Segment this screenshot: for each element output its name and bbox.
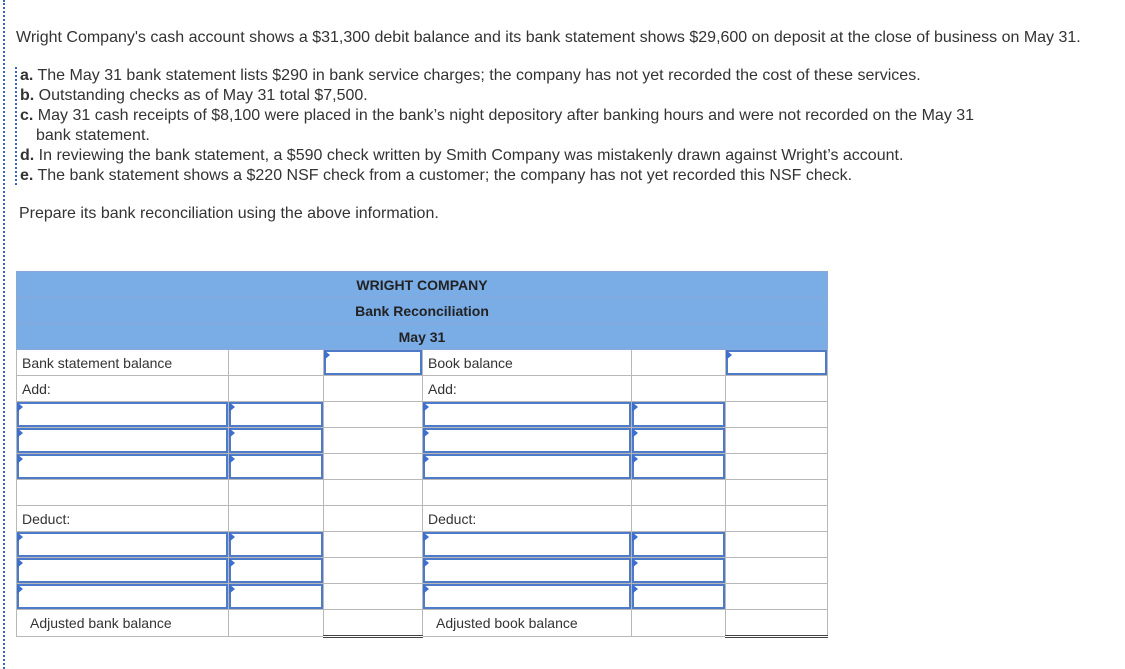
bank-deduct-amount-input[interactable]	[229, 532, 324, 558]
item-letter: d.	[20, 147, 35, 164]
empty-cell	[229, 480, 324, 506]
balance-row	[17, 350, 828, 376]
bank-add-label: Add:	[17, 376, 229, 402]
empty-cell	[229, 506, 324, 532]
bank-balance-amount-input[interactable]	[324, 350, 423, 376]
adjusted-bank-balance-label: Adjusted bank balance	[17, 610, 229, 637]
item-letter: e.	[20, 167, 34, 184]
book-deduct-amount-input[interactable]	[632, 532, 726, 558]
item-letter: c.	[20, 107, 34, 124]
problem-intro: Wright Company's cash account shows a $31,300 debit balance and its bank statement shows $29,600 on deposit at the close of business on May 31.	[16, 29, 1081, 46]
item-text: May 31 cash receipts of $8,100 were placed in the bank’s night depository after banking hours and were not recorded on the May 31	[33, 107, 975, 124]
problem-prompt: Prepare its bank reconciliation using the above information.	[19, 205, 439, 222]
empty-cell	[726, 402, 828, 428]
book-deduct-amount-input[interactable]	[632, 584, 726, 610]
bank-deduct-label: Deduct:	[17, 506, 229, 532]
bank-balance-label: Bank statement balance	[17, 350, 229, 376]
empty-cell	[324, 532, 423, 558]
problem-statement	[16, 28, 1096, 224]
book-deduct-amount-input[interactable]	[632, 558, 726, 584]
item-continuation: bank statement.	[36, 127, 150, 144]
empty-cell	[324, 480, 423, 506]
add-label-row	[17, 376, 828, 402]
book-deduct-description-input[interactable]	[423, 584, 632, 610]
adjusted-book-balance-total	[726, 610, 828, 637]
empty-cell	[726, 506, 828, 532]
empty-cell	[726, 428, 828, 454]
deduct-label-row	[17, 506, 828, 532]
empty-cell	[229, 376, 324, 402]
problem-item-d	[16, 146, 1096, 166]
book-balance-amount-input[interactable]	[726, 350, 828, 376]
book-add-description-input[interactable]	[423, 454, 632, 480]
blank-row	[17, 480, 828, 506]
item-text: In reviewing the bank statement, a $590 check written by Smith Company was mistakenly drawn against Wright’s account.	[34, 147, 904, 164]
empty-cell	[324, 584, 423, 610]
book-deduct-description-input[interactable]	[423, 532, 632, 558]
empty-cell	[726, 558, 828, 584]
empty-cell	[324, 506, 423, 532]
add-entry-row	[17, 428, 828, 454]
item-text: Outstanding checks as of May 31 total $7,500.	[34, 87, 368, 104]
adjusted-bank-balance-total	[324, 610, 423, 637]
empty-cell	[423, 480, 632, 506]
deduct-entry-row	[17, 558, 828, 584]
bank-reconciliation-table	[16, 271, 828, 638]
book-balance-label: Book balance	[423, 350, 632, 376]
empty-cell	[632, 376, 726, 402]
book-add-amount-input[interactable]	[632, 402, 726, 428]
deduct-entry-row	[17, 532, 828, 558]
problem-items	[16, 66, 1096, 186]
empty-cell	[324, 454, 423, 480]
empty-cell	[324, 558, 423, 584]
empty-cell	[726, 376, 828, 402]
book-add-description-input[interactable]	[423, 428, 632, 454]
book-add-amount-input[interactable]	[632, 454, 726, 480]
empty-cell	[726, 480, 828, 506]
item-text: The May 31 bank statement lists $290 in bank service charges; the company has not yet recorded the cost of these services.	[33, 67, 921, 84]
bank-balance-spacer	[229, 350, 324, 376]
book-add-description-input[interactable]	[423, 402, 632, 428]
empty-cell	[726, 532, 828, 558]
bank-deduct-description-input[interactable]	[17, 532, 229, 558]
bank-deduct-amount-input[interactable]	[229, 584, 324, 610]
empty-cell	[324, 402, 423, 428]
book-deduct-description-input[interactable]	[423, 558, 632, 584]
problem-item-a	[16, 66, 1096, 86]
empty-cell	[632, 506, 726, 532]
bank-add-amount-input[interactable]	[229, 454, 324, 480]
empty-cell	[17, 480, 229, 506]
add-entry-row	[17, 402, 828, 428]
empty-cell	[632, 480, 726, 506]
problem-item-b	[16, 86, 1096, 106]
empty-cell	[324, 428, 423, 454]
left-dotted-rule	[3, 0, 5, 669]
book-add-amount-input[interactable]	[632, 428, 726, 454]
empty-cell	[726, 454, 828, 480]
bank-add-description-input[interactable]	[17, 402, 229, 428]
empty-cell	[324, 376, 423, 402]
empty-cell	[726, 584, 828, 610]
empty-cell	[632, 610, 726, 637]
add-entry-row	[17, 454, 828, 480]
problem-item-c	[16, 106, 1096, 146]
deduct-entry-row	[17, 584, 828, 610]
bank-add-amount-input[interactable]	[229, 402, 324, 428]
book-add-label: Add:	[423, 376, 632, 402]
bank-add-amount-input[interactable]	[229, 428, 324, 454]
item-letter: a.	[20, 67, 34, 84]
book-deduct-label: Deduct:	[423, 506, 632, 532]
statement-date: May 31	[17, 324, 828, 350]
item-letter: b.	[20, 87, 35, 104]
bank-add-description-input[interactable]	[17, 454, 229, 480]
adjusted-balance-row	[17, 610, 828, 637]
item-text: The bank statement shows a $220 NSF check from a customer; the company has not yet recorded this NSF check.	[33, 167, 853, 184]
bank-deduct-description-input[interactable]	[17, 584, 229, 610]
bank-deduct-amount-input[interactable]	[229, 558, 324, 584]
book-balance-spacer	[632, 350, 726, 376]
problem-item-e	[16, 166, 1096, 186]
bank-add-description-input[interactable]	[17, 428, 229, 454]
adjusted-book-balance-label: Adjusted book balance	[423, 610, 632, 637]
statement-title: Bank Reconciliation	[17, 298, 828, 324]
bank-deduct-description-input[interactable]	[17, 558, 229, 584]
company-name: WRIGHT COMPANY	[17, 272, 828, 298]
empty-cell	[229, 610, 324, 637]
